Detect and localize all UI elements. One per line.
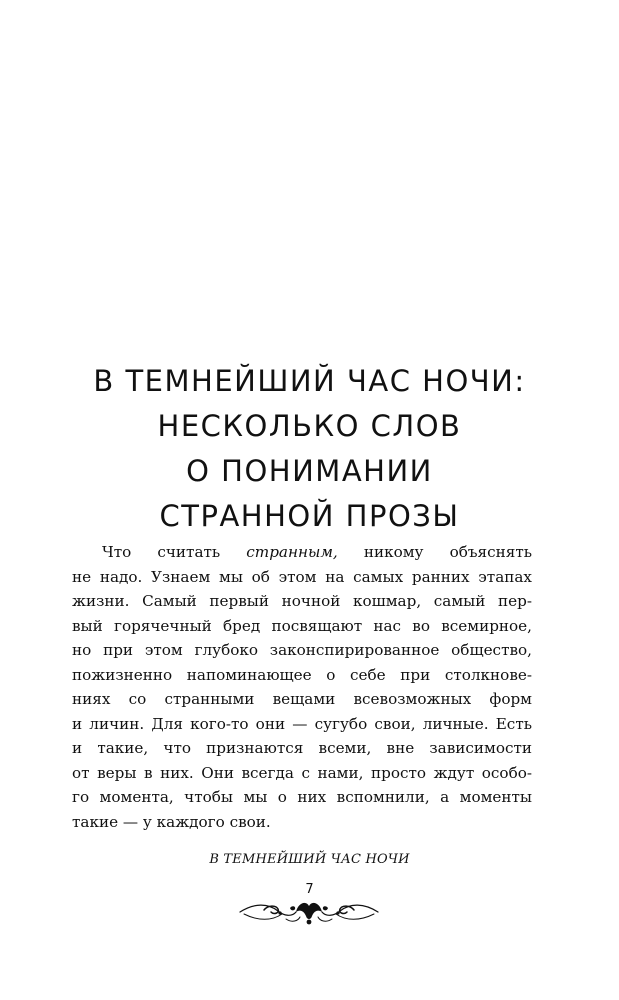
paragraph-text: Что считать [102,543,247,561]
running-head: В ТЕМНЕЙШИЙ ЧАС НОЧИ [209,852,410,867]
body-paragraph [72,540,532,834]
paragraph-line: не надо. Узнаем мы об этом на самых ранних этапах [72,567,532,586]
chapter-title-line: В ТЕМНЕЙШИЙ ЧАС НОЧИ: [93,364,526,399]
paragraph-line: но при этом глубоко законспирированное общество, [72,641,532,659]
chapter-title-line: СТРАННОЙ ПРОЗЫ [159,499,460,534]
paragraph-line: пожизненно напоминающее о себе при столкнове- [72,665,532,684]
chapter-title-line: НЕСКОЛЬКО СЛОВ [157,409,462,444]
paragraph-text: никому объяснять [337,543,532,561]
paragraph-line: вый горячечный бред посвящают нас во всемирное, [72,616,532,635]
chapter-title-line: О ПОНИМАНИИ [186,454,433,489]
paragraph-line: такие — у каждого свои. [72,812,271,831]
page-number: 7 [305,882,314,897]
paragraph-line: жизни. Самый первый ночной кошмар, самый пер- [72,592,532,610]
paragraph-line [72,540,532,565]
paragraph-line: от веры в них. Они всегда с нами, просто ждут особо- [72,763,532,782]
paragraph-line: ниях со странными вещами всевозможных форм [72,690,532,708]
chapter-title [60,359,559,539]
paragraph-line: и личин. Для кого-то они — сугубо свои, личные. Есть [72,714,532,733]
paragraph-line: го момента, чтобы мы о них вспомнили, а моменты [72,788,532,806]
decorative-flourish-icon [234,897,384,927]
emphasized-word: странным, [246,543,338,561]
paragraph-line: и такие, что признаются всеми, вне зависимости [72,739,532,757]
